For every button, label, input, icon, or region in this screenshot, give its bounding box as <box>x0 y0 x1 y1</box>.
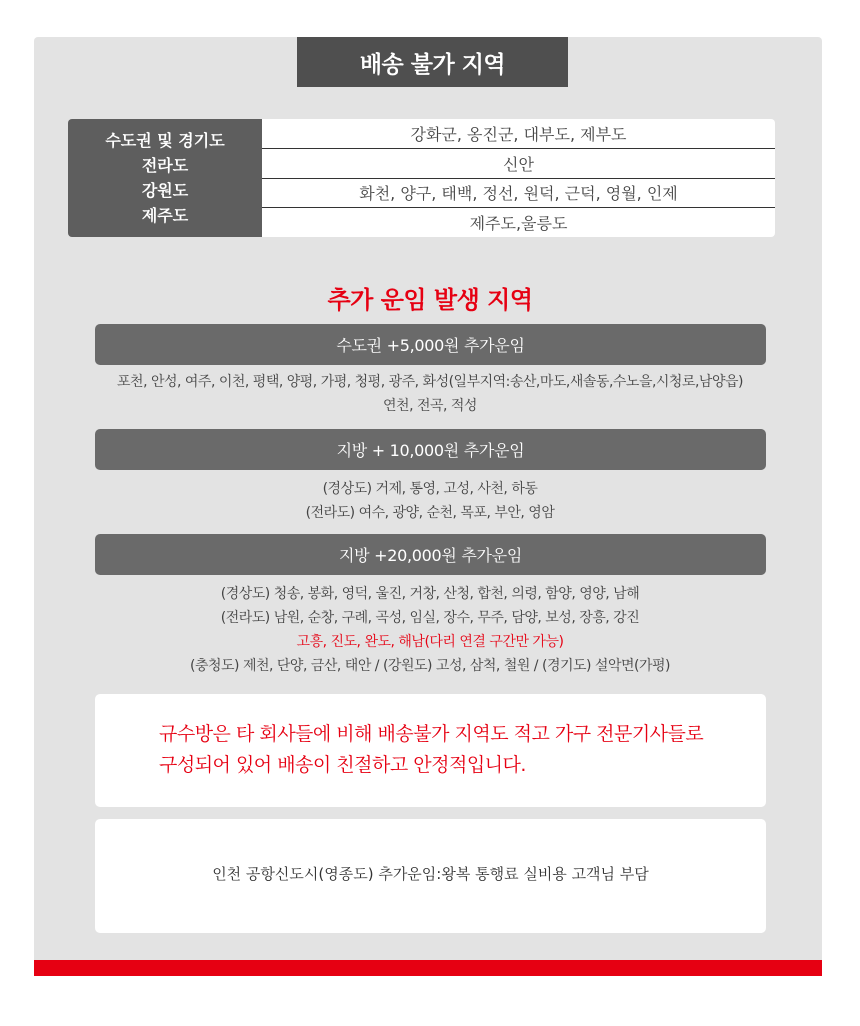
area-line: (전라도) 여수, 광양, 순천, 목포, 부안, 영암 <box>305 505 555 521</box>
fee-tier-areas <box>40 477 820 525</box>
notice-line: 규수방은 타 회사들에 비해 배송불가 지역도 적고 가구 전문기사들로 <box>159 723 704 745</box>
notice-line: 구성되어 있어 배송이 친절하고 안정적입니다. <box>159 754 526 776</box>
page-title: 배송 불가 지역 <box>297 37 568 87</box>
area-line: 연천, 전곡, 적성 <box>383 398 477 414</box>
region-name: 전라도 <box>141 156 189 175</box>
area-line: (경상도) 거제, 통영, 고성, 사천, 하동 <box>322 481 538 497</box>
area-line: (경상도) 청송, 봉화, 영덕, 울진, 거창, 산청, 합천, 의령, 함양, 영양, 남해 <box>220 586 640 602</box>
region-names <box>68 119 262 237</box>
notice-box <box>95 694 766 807</box>
area-line: 포천, 안성, 여주, 이천, 평택, 양평, 가평, 청평, 광주, 화성(일부지역:송산,마도,새솔동,수노을,시청로,남양읍) <box>117 374 743 390</box>
footer-accent-bar <box>34 960 822 976</box>
notice-text <box>159 719 703 781</box>
fee-tier-bar: 수도권 +5,000원 추가운임 <box>95 324 766 365</box>
extra-fee-title: 추가 운임 발생 지역 <box>327 286 533 314</box>
region-area-row: 화천, 양구, 태백, 정선, 원덕, 근덕, 영월, 인제 <box>262 179 775 209</box>
region-area-row: 제주도,울릉도 <box>469 214 568 234</box>
region-name: 수도권 및 경기도 <box>105 131 225 150</box>
note-text: 인천 공항신도시(영종도) 추가운임:왕복 통행료 실비용 고객님 부담 <box>212 865 649 883</box>
area-line: (충청도) 제천, 단양, 금산, 태안 / (강원도) 고성, 삼척, 철원 / (경기도) 설악면(가평) <box>190 658 670 674</box>
area-line-highlight: 고흥, 진도, 완도, 해남(다리 연결 구간만 가능) <box>296 634 564 650</box>
region-area-row: 강화군, 옹진군, 대부도, 제부도 <box>262 119 775 149</box>
fee-tier-areas <box>40 370 820 418</box>
undeliverable-table <box>68 119 775 237</box>
region-name: 강원도 <box>141 181 189 200</box>
region-name: 제주도 <box>141 206 189 225</box>
note-box <box>95 819 766 933</box>
area-line: (전라도) 남원, 순창, 구례, 곡성, 임실, 장수, 무주, 담양, 보성, 장흥, 강진 <box>220 610 640 626</box>
fee-tier-bar: 지방 +20,000원 추가운임 <box>95 534 766 575</box>
region-areas <box>262 119 775 237</box>
region-area-row: 신안 <box>262 149 775 179</box>
fee-tier-bar: 지방 + 10,000원 추가운임 <box>95 429 766 470</box>
fee-tier-areas <box>40 582 820 678</box>
